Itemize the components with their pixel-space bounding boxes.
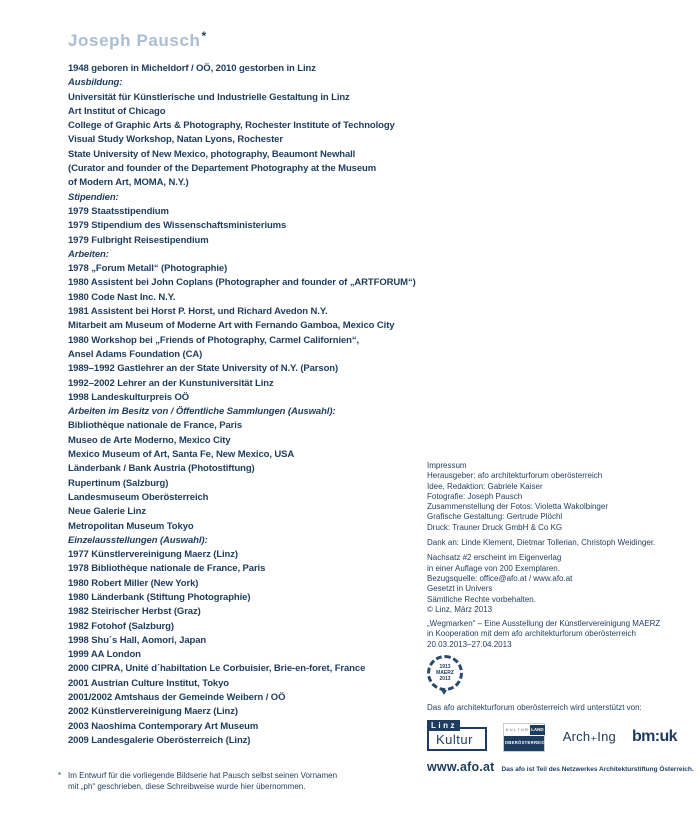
nachsatz-line: in einer Auflage von 200 Exemplaren. [427,563,560,573]
bio-line: 2009 Landesgalerie Oberösterreich (Linz) [68,734,251,746]
bio-line: 2003 Naoshima Contemporary Art Museum [68,720,259,732]
footnote-lines [68,771,337,792]
impressum-line: Zusammenstellung der Fotos: Violetta Wakolbinger [427,502,608,512]
bio-line: 1982 Steirischer Herbst (Graz) [68,606,201,618]
right-column [427,461,694,776]
bio-line: 1981 Assistent bei Horst P. Horst, und Richard Avedon N.Y. [68,306,328,318]
bio-line: Arbeiten: [68,248,109,260]
linz-kultur-logo-bottom: Kultur [436,732,473,748]
impressum-line: Impressum [427,461,467,470]
bio-line: 1977 Künstlervereinigung Maerz (Linz) [68,549,238,561]
nachsatz-line: Gesetzt in Univers [427,584,493,594]
bio-line: Arbeiten im Besitz von / Öffentliche Sammlungen (Auswahl): [68,406,336,418]
bio-line: 1980 Code Nast Inc. N.Y. [68,291,176,303]
kulturland-logo-land: LAND [530,725,545,735]
nachsatz-line: Bezugsquelle: office@afo.at / www.afo.at [427,573,573,583]
website-note: Das afo ist Teil des Netzwerkes Architekturstiftung Österreich. [501,766,694,774]
impressum-block [427,461,677,533]
badge-year-bottom: 2013 [439,676,451,683]
kulturland-logo [503,723,549,752]
bio-line: Visual Study Workshop, Natan Lyons, Rochester [68,134,283,146]
bio-line: Länderbank / Bank Austria (Photostiftung) [68,463,255,475]
website-url: www.afo.at [427,760,495,775]
bio-line: 1992–2002 Lehrer an der Kunstuniversität Linz [68,377,274,389]
bio-list [68,62,416,748]
exhibition-line: „Wegmarken“ – Eine Ausstellung der Künstlervereinigung MAERZ [427,619,661,629]
bio-line: 1998 Landeskulturpreis OÖ [68,391,190,403]
nachsatz-line: Nachsatz #2 erscheint im Eigenverlag [427,553,562,563]
footnote [58,771,337,792]
bio-line: Museo de Arte Moderno, Mexico City [68,434,231,446]
badge-ribbon-icon [441,690,447,695]
bio-line: Bibliothèque nationale de France, Paris [68,420,243,432]
kulturland-logo-bottom: OBERÖSTERREICH [504,736,544,750]
bio-line: Mexico Museum of Art, Santa Fe, New Mexico, USA [68,449,295,461]
badge-name: MAERZ [436,670,454,677]
bio-line: Mitarbeit am Museum of Moderne Art with Fernando Gamboa, Mexico City [68,320,395,332]
bio-line: 1980 Assistent bei John Coplans (Photographer and founder of „ARTFORUM“) [68,277,416,289]
footnote-line: Im Entwurf für die vorliegende Bildserie hat Pausch selbst seinen Vornamen [68,771,338,780]
bio-line: Metropolitan Museum Tokyo [68,520,194,532]
bio-line: 1978 Bibliothèque nationale de France, Paris [68,563,266,575]
bio-line: 1982 Fotohof (Salzburg) [68,620,174,632]
kulturland-logo-top [504,724,544,736]
support-intro: Das afo architekturforum oberösterreich wird unterstützt von: [427,703,642,713]
bio-line: Neue Galerie Linz [68,506,147,518]
bio-line: of Modern Art, MOMA, N.Y.) [68,177,189,189]
impressum-line: Grafische Gestaltung: Gertrude Plöchl [427,512,563,522]
footnote-marker: * [58,771,62,780]
bio-line: 2000 CIPRA, Unité d´habiltation Le Corbuisier, Brie-en-foret, France [68,663,366,675]
page-title-text: Joseph Pausch [68,31,201,50]
kulturland-logo-kultur: KULTUR [505,727,530,733]
bmuk-logo: bm:uk [631,728,677,746]
nachsatz-line: Sämtliche Rechte vorbehalten. [427,594,536,604]
bio-line: Universität für Künstlerische und Industrielle Gestaltung in Linz [68,91,350,103]
bio-line: 1980 Robert Miller (New York) [68,577,199,589]
bio-line: Rupertinum (Salzburg) [68,477,169,489]
bio-line: 1998 Shu´s Hall, Aomori, Japan [68,634,207,646]
thanks-line: Dank an: Linde Klement, Dietmar Tollerian, Christoph Weidinger. [427,538,656,548]
bio-line: Stipendien: [68,191,119,203]
footnote-line: mit „ph“ geschrieben, diese Schreibweise wurde hier übernommen. [68,781,306,791]
bio-line: 1979 Stipendium des Wissenschaftsministeriums [68,220,287,232]
bio-line: Ansel Adams Foundation (CA) [68,348,203,360]
bio-line: 1979 Staatsstipendium [68,205,169,217]
bio-line: 2001/2002 Amtshaus der Gemeinde Weibern / OÖ [68,692,286,704]
bio-line: Ausbildung: [68,77,123,89]
exhibition-line: 20.03.2013–27.04.2013 [427,639,512,649]
impressum-line: Druck: Trauner Druck GmbH & Co KG [427,522,563,532]
bio-line: Landesmuseum Oberösterreich [68,491,209,503]
bio-line: 2001 Austrian Culture Institut, Tokyo [68,677,229,689]
maerz-badge-icon [427,655,463,691]
maerz-badge [427,655,677,697]
nachsatz-line: © Linz, März 2013 [427,604,493,614]
impressum-line: Fotografie: Joseph Pausch [427,491,523,501]
bio-line: (Curator and founder of the Departement Photography at the Museum [68,163,377,175]
bio-line: 1978 „Forum Metall“ (Photographie) [68,263,228,275]
exhibition-line: in Kooperation mit dem afo architekturforum oberösterreich [427,629,636,639]
page-title [68,31,206,51]
website-line [427,760,694,775]
impressum-line: Herausgeber: afo architekturforum oberösterreich [427,471,603,481]
badge-year-top: 1913 [439,664,451,671]
linz-kultur-logo-top: Linz [427,720,460,731]
bio-line: 2002 Künstlervereinigung Maerz (Linz) [68,706,238,718]
bio-line: 1999 AA London [68,649,141,661]
arch-ing-logo: Arch₊Ing [562,729,616,745]
bio-line: 1980 Workshop bei „Friends of Photography, Carmel Californien“, [68,334,360,346]
bio-line: 1979 Fulbright Reisestipendium [68,234,209,246]
bio-line: College of Graphic Arts & Photography, Rochester Institute of Technology [68,120,395,132]
bio-line: Art Institut of Chicago [68,105,166,117]
sponsor-logo-row [427,722,677,752]
bio-line: 1989–1992 Gastlehrer an der State University of N.Y. (Parson) [68,363,339,375]
bio-line: State University of New Mexico, photography, Beaumont Newhall [68,148,356,160]
bio-line: 1948 geboren in Micheldorf / OÖ, 2010 gestorben in Linz [68,63,316,74]
title-asterisk: * [201,29,207,43]
linz-kultur-logo [427,721,487,751]
exhibition-block [427,619,677,650]
impressum-line: Idee, Redaktion: Gabriele Kaiser [427,481,543,491]
bio-line: Einzelausstellungen (Auswahl): [68,534,208,546]
nachsatz-block [427,553,677,615]
bio-line: 1980 Länderbank (Stiftung Photographie) [68,591,251,603]
